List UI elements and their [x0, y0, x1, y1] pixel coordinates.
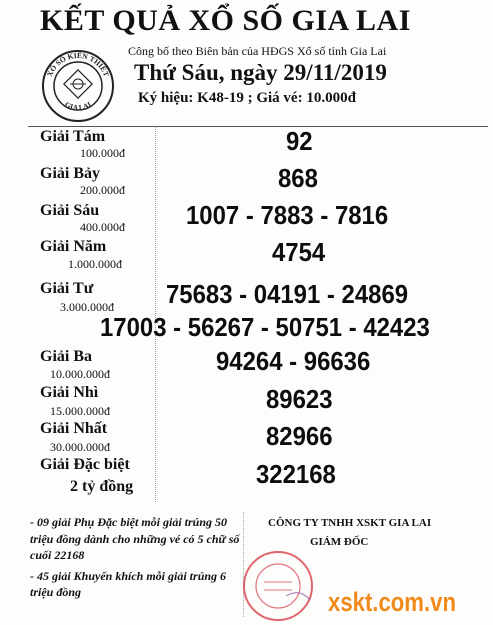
prize-numbers-4-row2: 17003 - 56267 - 50751 - 42423 — [100, 312, 430, 342]
prize-value-5: 1.000.000đ — [68, 257, 122, 271]
prize-value-3: 10.000.000đ — [50, 367, 110, 381]
prize-numbers-7: 868 — [278, 163, 318, 193]
page-title: KẾT QUẢ XỔ SỐ GIA LAI — [40, 4, 411, 37]
prize-name-6: Giải Sáu — [40, 202, 100, 219]
lottery-seal-logo — [40, 48, 116, 124]
director-title: GIÁM ĐỐC — [310, 536, 369, 548]
prize-value-6: 400.000đ — [80, 220, 125, 234]
prize-name-3: Giải Ba — [40, 348, 93, 365]
publication-note: Công bố theo Biên bản của HĐGS Xổ số tỉnh Gia Lai — [128, 44, 387, 58]
prize-value-4: 3.000.000đ — [60, 300, 114, 314]
prize-value-8: 100.000đ — [80, 146, 125, 160]
prize-numbers-special: 322168 — [256, 459, 336, 489]
consolation-notes — [30, 514, 242, 605]
prize-numbers-8: 92 — [286, 126, 313, 156]
prize-value-7: 200.000đ — [80, 183, 125, 197]
prize-name-4: Giải Tư — [40, 280, 94, 297]
prize-value-special: 2 tỷ đồng — [70, 478, 134, 495]
note-sub-special: - 09 giải Phụ Đặc biệt mỗi giải trúng 50 triệu đồng dành cho những vé có 5 chữ số cuối 22168 — [30, 515, 240, 562]
note-consolation: - 45 giải Khuyến khích mỗi giải trúng 6 triệu đồng — [30, 568, 227, 599]
prize-name-2: Giải Nhì — [40, 384, 99, 401]
prize-numbers-4-row1: 75683 - 04191 - 24869 — [166, 279, 409, 309]
company-name: CÔNG TY TNHH XSKT GIA LAI — [268, 517, 432, 529]
prize-name-1: Giải Nhất — [40, 420, 108, 437]
draw-date: Thứ Sáu, ngày 29/11/2019 — [134, 60, 387, 85]
prize-name-8: Giải Tám — [40, 128, 106, 145]
company-stamp — [240, 548, 315, 623]
prize-value-1: 30.000.000đ — [50, 440, 110, 454]
prize-value-2: 15.000.000đ — [50, 404, 110, 418]
ticket-serial-price: Ký hiệu: K48-19 ; Giá vé: 10.000đ — [138, 90, 356, 106]
prize-numbers-3: 94264 - 96636 — [216, 346, 371, 376]
prize-numbers-1: 82966 — [266, 421, 333, 451]
prize-numbers-2: 89623 — [266, 384, 333, 414]
svg-text:XỔ SỐ KIẾN THIẾT: XỔ SỐ KIẾN THIẾT — [44, 50, 112, 78]
svg-text:GIA LAI: GIA LAI — [63, 99, 93, 113]
prize-name-special: Giải Đặc biệt — [40, 456, 130, 473]
prize-name-5: Giải Năm — [40, 238, 107, 255]
prize-numbers-6: 1007 - 7883 - 7816 — [186, 200, 389, 230]
site-watermark: xskt.com.vn — [328, 587, 456, 617]
prize-name-7: Giải Bảy — [40, 165, 101, 182]
prize-numbers-5: 4754 — [272, 237, 326, 267]
